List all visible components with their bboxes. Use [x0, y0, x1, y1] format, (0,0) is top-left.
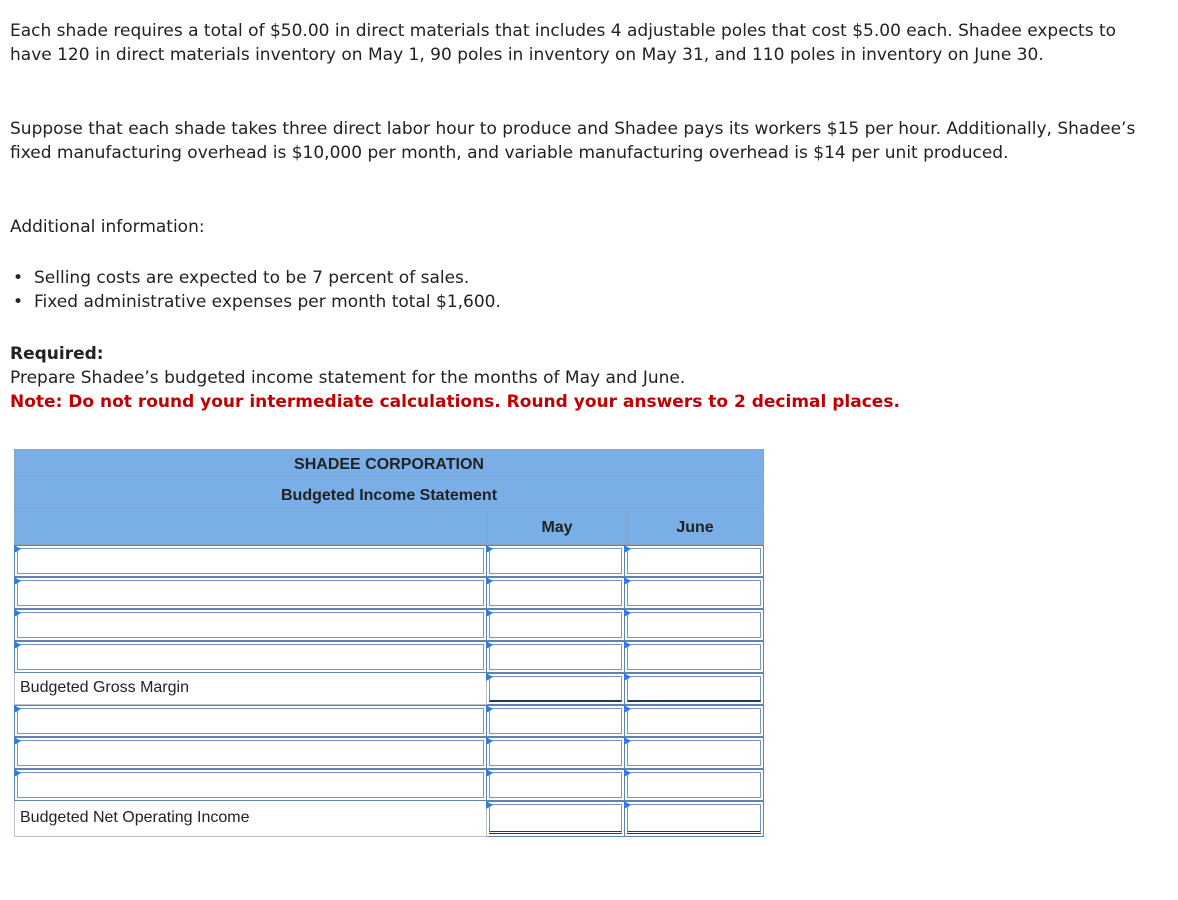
dropdown-arrow-icon	[624, 801, 631, 809]
dropdown-arrow-icon	[624, 545, 631, 553]
dropdown-arrow-icon	[624, 737, 631, 745]
dropdown-arrow-icon	[486, 737, 493, 745]
dropdown-arrow-icon	[486, 609, 493, 617]
required-text: Prepare Shadee’s budgeted income statement for the months of May and June.	[10, 368, 686, 388]
dropdown-arrow-icon	[14, 737, 21, 745]
june-amount-input[interactable]	[625, 705, 764, 737]
dropdown-arrow-icon	[14, 769, 21, 777]
may-column-header: May	[488, 512, 627, 544]
line-item-dropdown[interactable]	[14, 609, 487, 641]
line-item-dropdown[interactable]	[14, 705, 487, 737]
table-row	[14, 737, 764, 769]
dropdown-arrow-icon	[486, 769, 493, 777]
june-amount-input[interactable]	[625, 641, 764, 673]
company-name: SHADEE CORPORATION	[14, 449, 764, 480]
may-gross-margin-input[interactable]	[487, 673, 625, 705]
gross-margin-label-cell	[14, 673, 487, 705]
june-amount-input[interactable]	[625, 769, 764, 801]
dropdown-arrow-icon	[14, 609, 21, 617]
line-item-dropdown[interactable]	[14, 545, 487, 577]
june-gross-margin-input[interactable]	[625, 673, 764, 705]
june-amount-input[interactable]	[625, 545, 764, 577]
table-row	[14, 545, 764, 577]
dropdown-arrow-icon	[486, 705, 493, 713]
rounding-note: Note: Do not round your intermediate calculations. Round your answers to 2 decimal places.	[10, 392, 900, 412]
dropdown-arrow-icon	[486, 801, 493, 809]
dropdown-arrow-icon	[624, 705, 631, 713]
bullet-selling-costs: • Selling costs are expected to be 7 percent of sales.	[10, 266, 501, 290]
statement-title: Budgeted Income Statement	[14, 480, 764, 512]
problem-paragraph-2: Suppose that each shade takes three direct labor hour to produce and Shadee pays its workers $15 per hour. Additionally, Shadee’s fixed manufacturing overhead is $10,000 per month, and variable manufacturing overhead is $14 per unit produced.	[10, 119, 1136, 163]
label-column-header	[15, 512, 488, 544]
problem-paragraph-1: Each shade requires a total of $50.00 in direct materials that includes 4 adjustable poles that cost $5.00 each. Shadee expects to have 120 in direct materials inventory on May 1, 90 poles in inventory on May 31, and 110 poles in inventory on June 30.	[10, 21, 1117, 65]
table-row	[14, 609, 764, 641]
net-operating-income-row	[14, 801, 764, 837]
dropdown-arrow-icon	[486, 545, 493, 553]
line-item-dropdown[interactable]	[14, 641, 487, 673]
table-row	[14, 577, 764, 609]
may-net-income-input[interactable]	[487, 801, 625, 837]
june-amount-input[interactable]	[625, 577, 764, 609]
dropdown-arrow-icon	[486, 673, 493, 681]
gross-margin-label: Budgeted Gross Margin	[20, 679, 189, 696]
column-header-row	[14, 512, 764, 545]
may-amount-input[interactable]	[487, 545, 625, 577]
dropdown-arrow-icon	[14, 705, 21, 713]
required-block	[10, 342, 900, 414]
net-income-label-cell	[14, 801, 487, 837]
june-net-income-input[interactable]	[625, 801, 764, 837]
table-row	[14, 769, 764, 801]
line-item-dropdown[interactable]	[14, 577, 487, 609]
dropdown-arrow-icon	[486, 641, 493, 649]
table-row	[14, 705, 764, 737]
june-column-header: June	[676, 519, 714, 536]
dropdown-arrow-icon	[486, 577, 493, 585]
dropdown-arrow-icon	[624, 769, 631, 777]
may-amount-input[interactable]	[487, 577, 625, 609]
may-amount-input[interactable]	[487, 769, 625, 801]
may-amount-input[interactable]	[487, 609, 625, 641]
additional-info-heading: Additional information:	[10, 217, 205, 237]
dropdown-arrow-icon	[14, 641, 21, 649]
gross-margin-row	[14, 673, 764, 705]
dropdown-arrow-icon	[14, 545, 21, 553]
june-amount-input[interactable]	[625, 609, 764, 641]
dropdown-arrow-icon	[14, 577, 21, 585]
may-amount-input[interactable]	[487, 641, 625, 673]
required-title: Required:	[10, 344, 104, 364]
dropdown-arrow-icon	[624, 577, 631, 585]
additional-info-list	[10, 266, 501, 314]
bullet-admin-expenses: • Fixed administrative expenses per month total $1,600.	[10, 290, 501, 314]
net-income-label: Budgeted Net Operating Income	[20, 809, 250, 826]
line-item-dropdown[interactable]	[14, 769, 487, 801]
dropdown-arrow-icon	[624, 673, 631, 681]
dropdown-arrow-icon	[624, 641, 631, 649]
dropdown-arrow-icon	[624, 609, 631, 617]
table-row	[14, 641, 764, 673]
june-amount-input[interactable]	[625, 737, 764, 769]
line-item-dropdown[interactable]	[14, 737, 487, 769]
may-amount-input[interactable]	[487, 705, 625, 737]
income-statement-table	[14, 449, 764, 837]
may-amount-input[interactable]	[487, 737, 625, 769]
